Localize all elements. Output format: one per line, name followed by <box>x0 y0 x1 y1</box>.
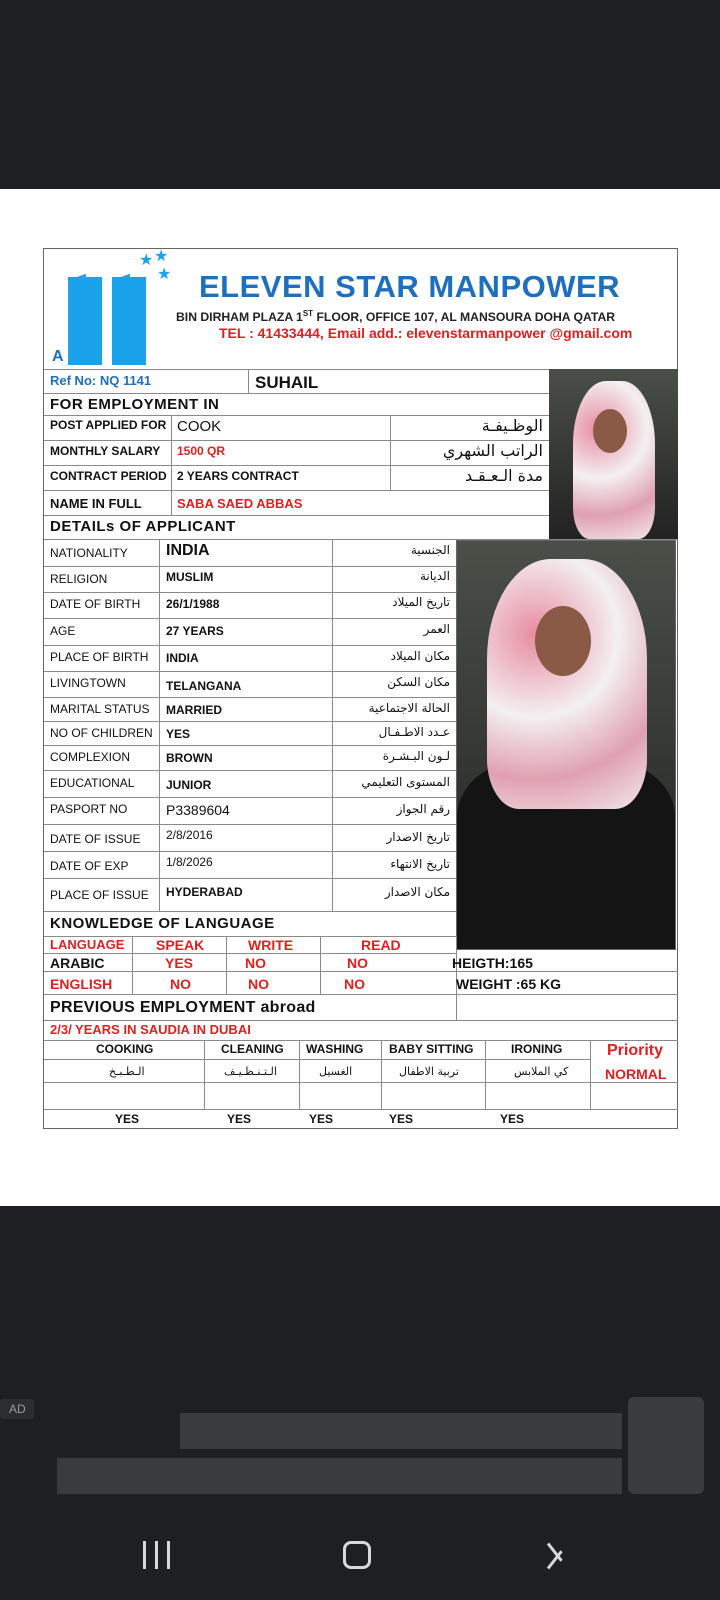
language-table <box>44 936 678 1008</box>
language-name: ARABIC <box>50 955 105 971</box>
skills-table <box>44 1040 678 1130</box>
name-label: NAME IN FULL <box>50 496 142 511</box>
detail-arabic: مكان الميلاد <box>390 649 450 663</box>
company-name: ELEVEN STAR MANPOWER <box>199 269 621 304</box>
detail-label: PLACE OF ISSUE <box>50 888 149 902</box>
skill-arabic: الـتـنـظـيـف <box>224 1065 277 1078</box>
detail-label: PASPORT NO <box>50 802 128 816</box>
previous-heading: PREVIOUS EMPLOYMENT abroad <box>50 999 316 1016</box>
read-value: NO <box>347 955 368 971</box>
detail-value: MUSLIM <box>166 570 214 584</box>
language-header: READ <box>361 937 401 953</box>
skill-value: YES <box>389 1112 414 1126</box>
logo-letter: A <box>52 348 64 365</box>
contract-arabic: مدة الـعـقـد <box>464 466 543 485</box>
star-icon: ★ <box>157 266 172 283</box>
detail-label: AGE <box>50 624 76 638</box>
detail-label: DATE OF ISSUE <box>50 832 141 846</box>
detail-label: COMPLEXION <box>50 750 131 764</box>
detail-value: INDIA <box>166 542 210 559</box>
skill-header: WASHING <box>306 1042 364 1056</box>
write-value: NO <box>245 955 266 971</box>
salary-arabic: الراتب الشهري <box>442 441 543 460</box>
skill-header: CLEANING <box>221 1042 284 1056</box>
skill-arabic: الغسيل <box>319 1065 353 1078</box>
details-table <box>44 539 456 912</box>
company-address: BIN DIRHAM PLAZA 1ST FLOOR, OFFICE 107, AL MANSOURA DOHA QATAR <box>176 309 616 325</box>
skill-header: BABY SITTING <box>389 1042 474 1056</box>
detail-label: LIVINGTOWN <box>50 676 126 690</box>
detail-arabic: الحالة الاجتماعية <box>368 701 450 715</box>
language-heading: KNOWLEDGE OF LANGUAGE <box>50 915 275 932</box>
detail-arabic: رقم الجواز <box>396 802 450 816</box>
language-header: LANGUAGE <box>50 937 125 952</box>
detail-value: INDIA <box>166 651 199 665</box>
detail-label: PLACE OF BIRTH <box>50 650 149 664</box>
detail-label: MARITAL STATUS <box>50 702 150 716</box>
employment-table <box>44 415 549 490</box>
detail-value: P3389604 <box>166 802 230 818</box>
detail-value: HYDERABAD <box>166 885 243 899</box>
star-icon: ★ <box>154 248 169 265</box>
detail-value: 27 YEARS <box>166 624 224 638</box>
detail-value: 26/1/1988 <box>166 597 220 611</box>
applicant-photo-large <box>456 540 676 950</box>
detail-label: DATE OF EXP <box>50 859 129 873</box>
ref-number: Ref No: NQ 1141 <box>50 373 152 388</box>
skill-header: COOKING <box>96 1042 154 1056</box>
contract-value: 2 YEARS CONTRACT <box>177 469 299 483</box>
detail-label: EDUCATIONAL <box>50 776 135 790</box>
ad-subtitle-placeholder[interactable] <box>57 1458 622 1494</box>
skill-value: YES <box>115 1112 140 1126</box>
skill-arabic: الـطـبـخ <box>109 1065 145 1078</box>
height-value: HEIGTH:165 <box>452 955 533 971</box>
detail-value: 1/8/2026 <box>166 855 213 869</box>
write-value: NO <box>248 976 269 992</box>
skill-value: YES <box>227 1112 252 1126</box>
detail-arabic: مكان الاصدار <box>384 885 450 899</box>
detail-arabic: مكان السكن <box>387 675 450 689</box>
home-icon[interactable] <box>343 1541 371 1569</box>
skill-value: YES <box>309 1112 334 1126</box>
recents-icon[interactable] <box>143 1541 173 1569</box>
priority-label: Priority <box>607 1042 664 1059</box>
detail-arabic: تاريخ الاصدار <box>386 830 450 844</box>
skill-arabic: تربية الاطفال <box>399 1065 459 1078</box>
detail-value: JUNIOR <box>166 778 212 792</box>
skill-arabic: كي الملابس <box>514 1065 569 1078</box>
detail-arabic: تاريخ الميلاد <box>392 595 450 609</box>
salary-label: MONTHLY SALARY <box>50 444 161 458</box>
read-value: NO <box>344 976 365 992</box>
speak-value: NO <box>170 976 191 992</box>
applicant-form <box>43 248 678 1129</box>
company-logo <box>50 248 172 365</box>
language-header: SPEAK <box>156 937 205 953</box>
ad-image-placeholder[interactable] <box>628 1397 704 1494</box>
top-dark-area <box>0 0 720 189</box>
detail-label: DATE OF BIRTH <box>50 597 141 611</box>
skill-value: YES <box>500 1112 525 1126</box>
star-icon: ★ <box>139 252 154 269</box>
priority-value: NORMAL <box>605 1066 667 1082</box>
post-label: POST APPLIED FOR <box>50 418 167 432</box>
detail-value: MARRIED <box>166 703 222 717</box>
salary-value: 1500 QR <box>177 444 226 458</box>
name-value: SABA SAED ABBAS <box>177 496 303 511</box>
detail-value: BROWN <box>166 751 213 765</box>
detail-value: TELANGANA <box>166 679 242 693</box>
company-contact: TEL : 41433444, Email add.: elevenstarmanpower @gmail.com <box>219 325 633 341</box>
detail-arabic: الديانة <box>419 569 450 583</box>
detail-label: RELIGION <box>50 572 108 586</box>
detail-arabic: العمر <box>423 622 450 636</box>
detail-value: YES <box>166 727 191 741</box>
detail-label: NATIONALITY <box>50 546 128 560</box>
agent-name: SUHAIL <box>255 373 319 392</box>
employment-heading: FOR EMPLOYMENT IN <box>50 396 220 413</box>
detail-arabic: المستوى التعليمي <box>361 775 450 789</box>
ad-title-placeholder[interactable] <box>180 1413 622 1449</box>
detail-arabic: لـون البـشـرة <box>382 749 450 763</box>
language-header: WRITE <box>248 937 294 953</box>
detail-arabic: الجنسية <box>410 543 450 557</box>
detail-label: NO OF CHILDREN <box>50 726 153 740</box>
skill-header: IRONING <box>511 1042 563 1056</box>
detail-arabic: عـدد الاطـفـال <box>378 725 450 739</box>
post-value: COOK <box>177 418 222 435</box>
ad-badge: AD <box>0 1399 34 1419</box>
detail-value: 2/8/2016 <box>166 828 213 842</box>
speak-value: YES <box>165 955 194 971</box>
applicant-photo-small <box>549 369 678 539</box>
post-arabic: الوظـيفـة <box>481 416 543 435</box>
details-heading: DETAILs OF APPLICANT <box>50 518 236 535</box>
detail-arabic: تاريخ الانتهاء <box>390 857 450 871</box>
weight-value: WEIGHT :65 KG <box>456 976 562 992</box>
previous-detail: 2/3/ YEARS IN SAUDIA IN DUBAI <box>50 1022 251 1037</box>
contract-label: CONTRACT PERIOD <box>50 469 167 483</box>
language-name: ENGLISH <box>50 976 113 992</box>
back-icon[interactable] <box>548 1541 568 1569</box>
